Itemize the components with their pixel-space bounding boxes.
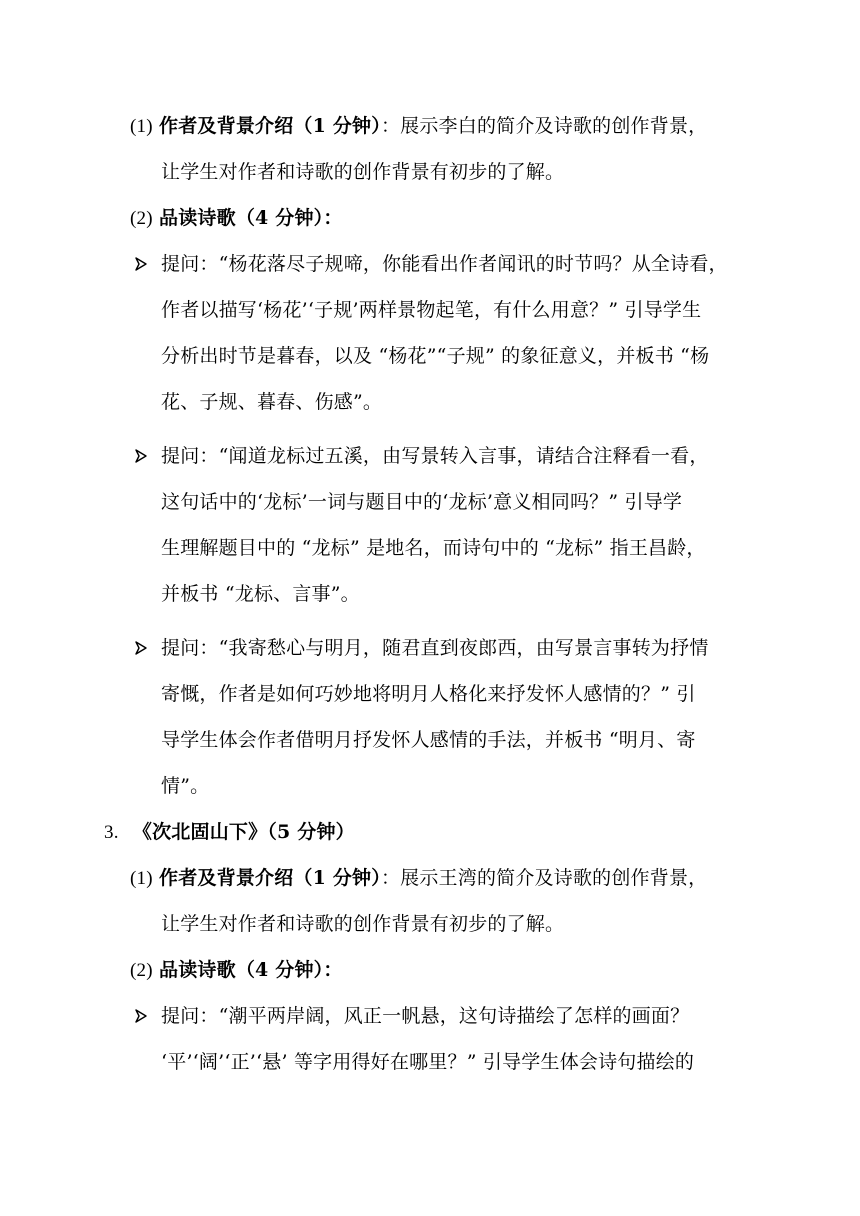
bullet-question-line: 作者以描写‘杨花’‘子规’两样景物起笔，有什么用意？” 引导学生 (161, 299, 702, 321)
bullet-question-line: ‘平’‘阔’‘正’‘悬’ 等字用得好在哪里？” 引导学生体会诗句描绘的 (161, 1051, 695, 1073)
item-text-continuation: 让学生对作者和诗歌的创作背景有初步的了解。 (161, 913, 565, 935)
item-read-poem (130, 958, 343, 983)
item-heading: 作者及背景介绍（1 分钟） (159, 867, 381, 889)
bullet-question-line: 导学生体会作者借明月抒发怀人感情的手法，并板书 “明月、寄 (161, 729, 696, 751)
bullet-question-line: 提问：“闻道龙标过五溪，由写景转入言事，请结合注释看一看， (161, 445, 709, 467)
bullet-question-line: 并板书 “龙标、言事”。 (161, 583, 360, 605)
item-author-background-wangwan (130, 866, 707, 891)
item-heading: 品读诗歌（4 分钟）： (159, 207, 343, 229)
bullet-question-line: 提问：“我寄愁心与明月，随君直到夜郎西，由写景言事转为抒情 (161, 637, 709, 659)
bullet-question-line: 花、子规、暮春、伤感”。 (161, 391, 383, 413)
item-heading: 作者及背景介绍（1 分钟） (159, 115, 381, 137)
section-number: 3. (104, 822, 119, 843)
item-text-continuation: 让学生对作者和诗歌的创作背景有初步的了解。 (161, 161, 565, 183)
item-read-poem (130, 206, 343, 231)
item-author-background-libai (130, 114, 730, 139)
item-marker: (2) (130, 960, 153, 981)
bullet-question-line: 寄慨，作者是如何巧妙地将明月人格化来抒发怀人感情的？” 引 (161, 683, 696, 705)
item-marker: (1) (130, 116, 153, 137)
arrow-bullet-icon (134, 1009, 148, 1023)
bullet-question-line: 分析出时节是暮春，以及 “杨花”“子规” 的象征意义，并板书 “杨 (161, 345, 710, 367)
bullet-question-line: 生理解题目中的 “龙标” 是地名，而诗句中的 “龙标” 指王昌龄， (161, 537, 706, 559)
item-heading: 品读诗歌（4 分钟）： (159, 959, 343, 981)
item-text: ：展示李白的简介及诗歌的创作背景， (380, 115, 708, 137)
item-marker: (2) (130, 208, 153, 229)
item-text: ：展示王湾的简介及诗歌的创作背景， (380, 867, 708, 889)
bullet-question-line: 提问：“潮平两岸阔，风正一帆悬，这句诗描绘了怎样的画面？ (161, 1005, 690, 1027)
arrow-bullet-icon (134, 449, 148, 463)
bullet-question-line: 情”。 (161, 775, 210, 797)
section-heading (104, 820, 355, 845)
bullet-question-line: 这句话中的‘龙标’一词与题目中的‘龙标’意义相同吗？” 引导学 (161, 491, 683, 513)
section-title: 《次北固山下》（5 分钟） (132, 821, 355, 843)
arrow-bullet-icon (134, 257, 148, 271)
arrow-bullet-icon (134, 641, 148, 655)
item-marker: (1) (130, 868, 153, 889)
bullet-question-line: 提问：“杨花落尽子规啼，你能看出作者闻讯的时节吗？从全诗看， (161, 253, 728, 275)
